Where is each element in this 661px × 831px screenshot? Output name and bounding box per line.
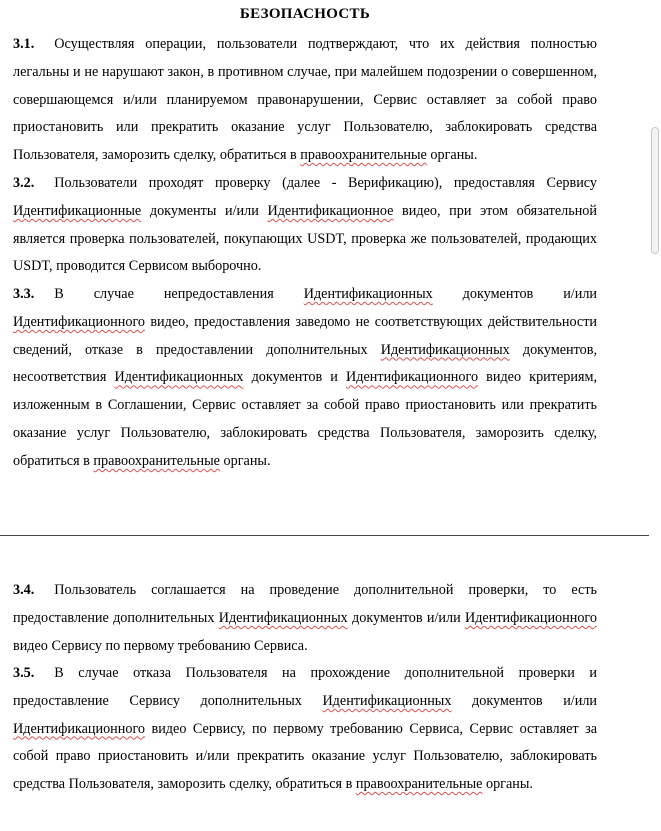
spellcheck-word: Идентификационное: [267, 202, 394, 219]
paragraph-text: документов и: [243, 369, 347, 386]
scrollbar-thumb[interactable]: [651, 127, 659, 254]
document-page-2: [0, 537, 649, 831]
paragraph-3-5: [13, 660, 597, 799]
section-title: БЕЗОПАСНОСТЬ: [239, 6, 371, 22]
spellcheck-word: Идентификационных: [303, 286, 433, 302]
paragraph-number: 3.5.: [13, 665, 35, 681]
spellcheck-word: Идентификационных: [114, 369, 244, 386]
spellcheck-word: правоохранительные: [93, 452, 220, 469]
paragraph-number: 3.1.: [13, 36, 35, 52]
spellcheck-word: Идентификационного: [346, 369, 479, 386]
paragraph-text: Осуществляя операции, пользователи подтверждают, что их действия полностью легальны и не нарушают закон, в противном случае, при малейшем подозрении о совершенном, совершающемся и/или планируемом правонарушении, Сервис оставляет за собой право приостановить или прекратить оказание услуг Пользователю, заблокировать средства Пользователя, заморозить сделку, обратиться в: [13, 36, 597, 164]
paragraph-text: В случае непредоставления: [54, 286, 304, 302]
spellcheck-word: правоохранительные: [300, 147, 427, 164]
page-break: [0, 535, 661, 536]
paragraph-number: 3.2.: [13, 175, 35, 191]
paragraph-text: Пользователи проходят проверку (далее - Верификацию), предоставляя Сервису: [54, 175, 597, 191]
paragraph-text: видео, предоставления заведомо не соответствующих действительности сведений, отказе в предоставлении дополнительных: [13, 313, 597, 358]
paragraph-text: органы.: [219, 452, 271, 469]
paragraph-text: органы.: [426, 147, 478, 164]
paragraph-number: 3.4.: [13, 582, 35, 598]
spellcheck-word: Идентификационного: [464, 609, 597, 626]
spellcheck-word: Идентификационные: [13, 202, 142, 219]
spellcheck-word: Идентификационных: [380, 341, 510, 358]
spellcheck-word: правоохранительные: [355, 776, 483, 793]
paragraph-3-2: [13, 170, 597, 281]
vertical-scrollbar[interactable]: [649, 0, 661, 831]
paragraph-number: 3.3.: [13, 286, 35, 302]
spellcheck-word: Идентификационного: [13, 720, 146, 737]
paragraph-text: видео, при этом обязательной является проверка пользователей, покупающих USDT, проверка же пользователей, продающих USDT, проводится Сервисом выборочно.: [13, 202, 597, 275]
paragraph-3-1: [13, 31, 597, 170]
paragraph-3-3: [13, 281, 597, 476]
paragraph-text: органы.: [482, 776, 533, 793]
paragraph-text: В случае отказа Пользователя на прохождение дополнительной проверки и предоставление Сервису дополнительных: [13, 665, 597, 709]
paragraph-text: Пользователь соглашается на проведение дополнительной проверки, то есть предоставление дополнительных: [13, 582, 597, 626]
paragraph-text: видео Сервису по первому требованию Сервиса.: [13, 637, 308, 654]
paragraph-text: документы и/или: [141, 202, 268, 219]
paragraph-text: видео Сервису, по первому требованию Сервиса, Сервис оставляет за собой право приостановить и/или прекратить оказание услуг Пользователю, заблокировать средства Пользователя, заморозить сделку, обратиться в: [13, 720, 597, 793]
paragraph-text: документов и/или: [451, 692, 597, 709]
paragraph-text: документов, несоответствия: [13, 341, 597, 386]
spellcheck-word: Идентификационных: [322, 692, 452, 709]
paragraph-3-4: [13, 577, 597, 660]
paragraph-text: документов и/или: [432, 286, 597, 302]
spellcheck-word: Идентификационного: [13, 313, 146, 330]
paragraph-text: видео критериям, изложенным в Соглашении, Сервис оставляет за собой право приостановить или прекратить оказание услуг Пользователю, заблокировать средства Пользователя, заморозить сделку, обратиться в: [13, 369, 598, 469]
paragraph-text: документов и/или: [347, 609, 465, 626]
spellcheck-word: Идентификационных: [218, 609, 348, 626]
